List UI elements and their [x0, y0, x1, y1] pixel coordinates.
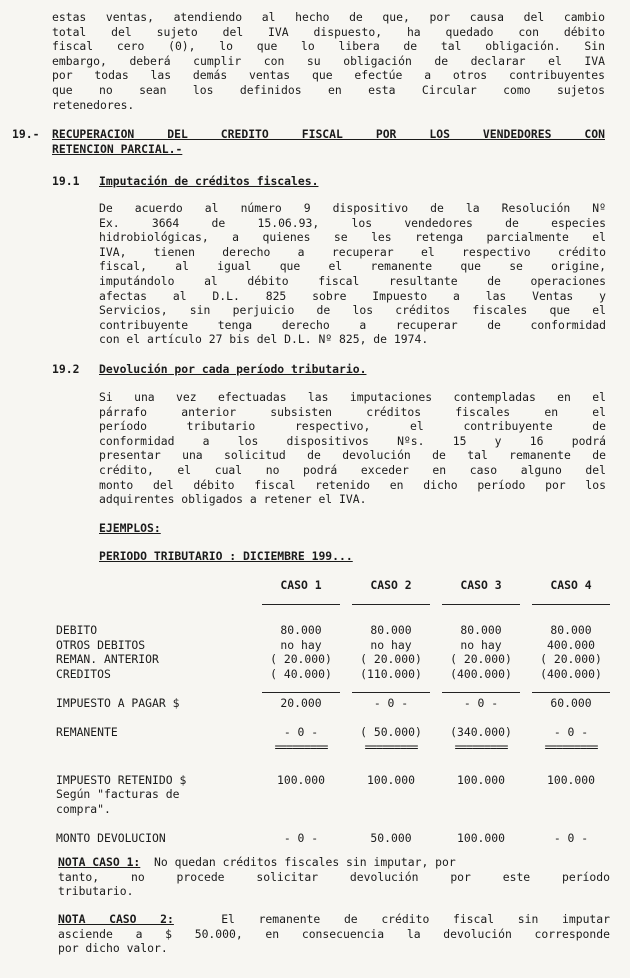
cell-value: no hay: [370, 637, 412, 652]
double-rule: =========: [364, 739, 418, 754]
double-rule-row: [56, 740, 616, 755]
note-case-2: [58, 912, 610, 956]
cell-value: 80.000: [460, 623, 502, 638]
case-2-header: CASO 2: [370, 577, 412, 592]
cell-value: ( 20.000): [540, 652, 602, 667]
table-row-reman-anterior: [56, 652, 616, 667]
section-19-1-paragraph: [99, 201, 606, 347]
text-line: fiscal, al igual que el remanente que se origine,: [99, 259, 606, 274]
note-case-1-label: NOTA CASO 1:: [58, 855, 141, 869]
row-label: REMANENTE: [56, 725, 118, 740]
section-19-2-paragraph: [99, 390, 606, 507]
case-4-header: CASO 4: [550, 577, 592, 592]
header-underline-row: [56, 594, 616, 609]
text-span: El remanente de crédito fiscal sin imputar: [221, 912, 611, 926]
double-rule: =========: [454, 739, 508, 754]
text-line: [58, 912, 610, 927]
row-label: IMPUESTO RETENIDO $: [56, 772, 187, 787]
text-line: IVA, tienen derecho a recuperar el respectivo crédito: [99, 244, 606, 259]
text-line: Ex. 3664 de 15.06.93, los vendedores de especies: [99, 215, 606, 230]
text-line: que no sean los definidos en esta Circular como sujetos: [52, 82, 605, 97]
case-1-header: CASO 1: [280, 577, 322, 592]
cell-value: - 0 -: [283, 830, 319, 845]
double-rule: =========: [274, 739, 328, 754]
text-line: adquirentes obligados a retener el IVA.: [99, 492, 367, 507]
cell-value: 80.000: [550, 623, 592, 638]
text-line: por todas las demás ventas que efectúe a otros contribuyentes: [52, 68, 605, 83]
text-line: conformidad a los dispositivos Nºs. 15 y 16 podrá: [99, 433, 606, 448]
text-line: asciende a $ 50.000, en consecuencia la devolución corresponde: [58, 926, 610, 941]
cell-value: 80.000: [280, 623, 322, 638]
section-19-2-title: Devolución por cada período tributario.: [99, 362, 367, 376]
cell-value: (400.000): [450, 666, 512, 681]
text-line: hidrobiológicas, a quienes se les retenga parcialmente el: [99, 230, 606, 245]
table-row-remanente: [56, 725, 616, 740]
text-line: contribuyente tenga derecho a recuperar de conformidad: [99, 317, 606, 332]
section-19-2-number: 19.2: [52, 362, 80, 376]
cell-value: ( 40.000): [270, 666, 332, 681]
title-line: RETENCION PARCIAL.-: [52, 141, 183, 156]
text-line: monto del débito fiscal retenido en dicho período por los: [99, 477, 606, 492]
cell-value: 100.000: [456, 772, 505, 787]
text-line: total del sujeto del IVA dispuesto, ha quedado con débito: [52, 24, 605, 39]
cell-value: - 0 -: [553, 830, 589, 845]
text-line: período tributario respectivo, el contribuyente de: [99, 419, 606, 434]
text-line: [58, 855, 610, 870]
cell-value: no hay: [460, 637, 502, 652]
cell-value: - 0 -: [463, 696, 499, 711]
cell-value: - 0 -: [553, 725, 589, 740]
section-19-1-title: Imputación de créditos fiscales.: [99, 174, 319, 188]
row-label: IMPUESTO A PAGAR $: [56, 696, 180, 711]
row-label: MONTO DEVOLUCION: [56, 830, 166, 845]
cell-value: (110.000): [360, 666, 422, 681]
text-line: crédito, el cual no podrá exceder en caso alguno del: [99, 462, 606, 477]
title-line: RECUPERACION DEL CREDITO FISCAL POR LOS VENDEDORES CON: [52, 127, 605, 141]
cell-value: ( 20.000): [450, 652, 512, 667]
text-line: fiscal cero (0), lo que lo libera de tal obligación. Sin: [52, 39, 605, 54]
table-row-retenido-note: [56, 802, 616, 817]
case-3-header: CASO 3: [460, 577, 502, 592]
row-label: OTROS DEBITOS: [56, 637, 146, 652]
section-19-number: 19.-: [12, 127, 40, 141]
text-line: por dicho valor.: [58, 941, 168, 956]
row-label: DEBITO: [56, 623, 98, 638]
text-line: retenedores.: [52, 97, 135, 112]
text-line: De acuerdo al número 9 dispositivo de la Resolución Nº: [99, 201, 606, 215]
table-row-impuesto-retenido: [56, 773, 616, 788]
cases-header-row: [56, 576, 616, 594]
row-label: compra".: [56, 801, 111, 816]
table-row-monto-devolucion: [56, 831, 616, 846]
cell-value: 100.000: [546, 772, 595, 787]
text-line: afectas al D.L. 825 sobre Impuesto a las Ventas y: [99, 288, 606, 303]
note-case-1: [58, 855, 610, 899]
cell-value: - 0 -: [373, 696, 409, 711]
section-19-title: [52, 127, 605, 156]
text-line: Servicios, sin perjuicio de los créditos fiscales que el: [99, 303, 606, 318]
sum-rule-row: [56, 682, 616, 697]
text-line: Si una vez efectuadas las imputaciones contempladas en el: [99, 390, 606, 404]
text-line: tributario.: [58, 884, 134, 899]
cell-value: - 0 -: [283, 725, 319, 740]
text-span: No quedan créditos fiscales sin imputar, por: [154, 855, 456, 869]
cell-value: (340.000): [450, 725, 512, 740]
table-row-impuesto-a-pagar: [56, 696, 616, 711]
cell-value: no hay: [280, 637, 322, 652]
row-label: Según "facturas de: [56, 787, 180, 802]
row-label: REMAN. ANTERIOR: [56, 652, 159, 667]
cell-value: (400.000): [540, 666, 602, 681]
text-line: con el artículo 27 bis del D.L. Nº 825, de 1974.: [99, 332, 429, 347]
row-label: CREDITOS: [56, 666, 111, 681]
text-line: párrafo anterior subsisten créditos fiscales en el: [99, 404, 606, 419]
text-line: imputándolo al débito fiscal resultante de operaciones: [99, 273, 606, 288]
cell-value: 100.000: [456, 830, 505, 845]
table-row-debito: [56, 623, 616, 638]
intro-paragraph: [52, 10, 605, 112]
note-case-2-label: NOTA CASO 2:: [58, 912, 174, 926]
cell-value: ( 20.000): [360, 652, 422, 667]
table-row-creditos: [56, 667, 616, 682]
period-label: PERIODO TRIBUTARIO : DICIEMBRE 199...: [99, 549, 353, 563]
cell-value: ( 20.000): [270, 652, 332, 667]
cell-value: 100.000: [366, 772, 415, 787]
text-line: presentar una solicitud de devolución de tal remanente de: [99, 448, 606, 463]
cell-value: 50.000: [370, 830, 412, 845]
examples-table: [56, 576, 616, 846]
cell-value: 20.000: [280, 696, 322, 711]
double-rule: =========: [544, 739, 598, 754]
cell-value: 400.000: [546, 637, 595, 652]
cell-value: 80.000: [370, 623, 412, 638]
text-line: tanto, no procede solicitar devolución por este período: [58, 869, 610, 884]
cell-value: ( 50.000): [360, 725, 422, 740]
cell-value: 60.000: [550, 696, 592, 711]
text-line: estas ventas, atendiendo al hecho de que, por causa del cambio: [52, 10, 605, 24]
text-line: embargo, deberá cumplir con su obligación de declarar el IVA: [52, 53, 605, 68]
table-row-otros-debitos: [56, 638, 616, 653]
section-19-1-number: 19.1: [52, 174, 80, 188]
cell-value: 100.000: [276, 772, 325, 787]
table-row-retenido-note: [56, 787, 616, 802]
examples-label: EJEMPLOS:: [99, 521, 161, 535]
